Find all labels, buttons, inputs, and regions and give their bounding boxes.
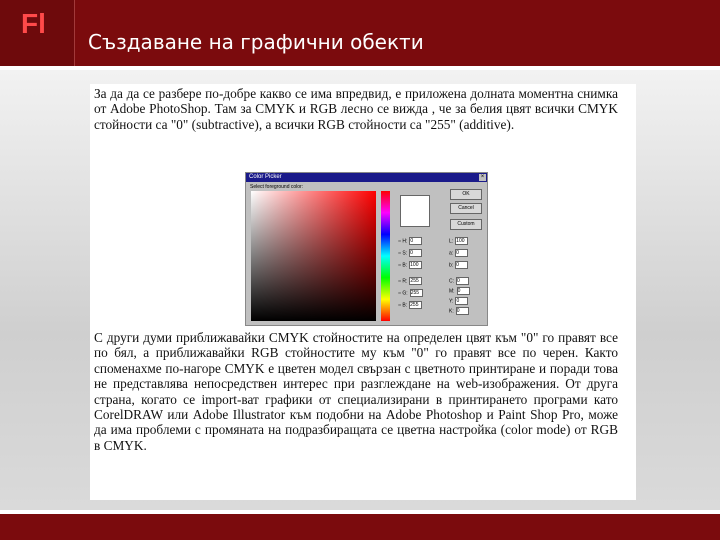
ok-button[interactable]: OK — [450, 189, 482, 200]
field-y[interactable]: Y: 0 — [449, 297, 468, 306]
field-g[interactable]: ○ G: 255 — [398, 289, 423, 298]
slide-title: Създаване на графични обекти — [88, 30, 424, 54]
dialog-label: Select foreground color: — [250, 184, 304, 190]
field-b[interactable]: ○ B: 100 — [398, 261, 422, 270]
logo-text: Fl — [21, 8, 46, 39]
field-k[interactable]: K: 0 — [449, 307, 469, 316]
color-swatch — [400, 195, 430, 227]
close-icon[interactable]: × — [480, 174, 485, 180]
flash-logo — [0, 0, 75, 66]
field-c[interactable]: C: 0 — [449, 277, 469, 286]
field-h[interactable]: ○ H: 0 — [398, 237, 422, 246]
field-r[interactable]: ○ R: 255 — [398, 277, 422, 286]
cancel-button[interactable]: Cancel — [450, 203, 482, 214]
field-l[interactable]: L: 100 — [449, 237, 468, 246]
dialog-title: Color Picker — [246, 173, 487, 182]
header-bar — [0, 0, 720, 66]
saturation-field[interactable] — [251, 191, 376, 321]
footer-bar — [0, 514, 720, 540]
paragraph-body: С други думи приближавайки CMYK стойностите на определен цвят към "0" го правят все по бял, а приближавайки RGB стойностите му към "0" го правят все по черен. Както споменахме по-нагоре CMYK е цветен модел свързан с цветното принтиране и поради това не представлява непосредствен интерес при разглеждане на web-изображения. От друга страна, когато се import-ват графики от специализирани в принтирането програми като CorelDRAW или Adobe Illustrator към подобни на Adobe Photoshop и Paint Shop Pro, може да има проблеми с промяната на подразбиращата се цветна настройка (color mode) от RGB в CMYK. — [94, 330, 618, 453]
custom-button[interactable]: Custom — [450, 219, 482, 230]
color-picker-dialog — [245, 172, 488, 326]
hue-slider[interactable] — [381, 191, 390, 321]
field-s[interactable]: ○ S: 0 — [398, 249, 422, 258]
field-lab-b[interactable]: b: 0 — [449, 261, 468, 270]
paragraph-intro: За да да се разбере по-добре какво се има впредвид, е приложена долната моментна снимка от Adobe PhotoShop. Там за CMYK и RGB лесно се вижда , че за белия цвят всички CMYK стойности са "0" (subtractive), а всички RGB стойности са "255" (additive). — [94, 86, 618, 132]
field-blue[interactable]: ○ B: 255 — [398, 301, 422, 310]
field-m[interactable]: M: 0 — [449, 287, 470, 296]
field-a[interactable]: a: 0 — [449, 249, 468, 258]
